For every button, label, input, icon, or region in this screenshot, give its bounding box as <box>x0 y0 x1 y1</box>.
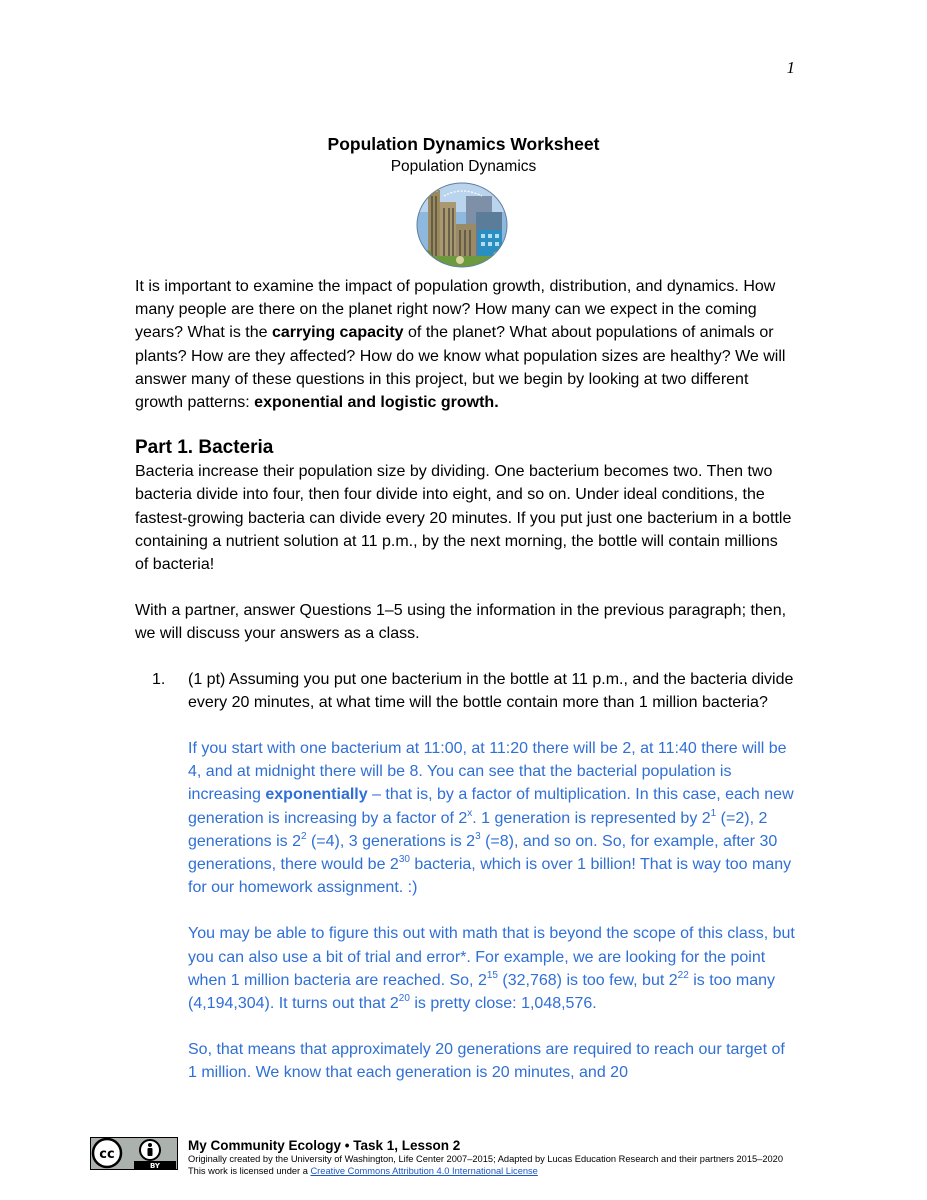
part-1-heading: Part 1. Bacteria <box>135 437 274 459</box>
intro-paragraph: It is important to examine the impact of population growth, distribution, and dynamics. How many people are there on the planet right now? How many can we expect in the coming years? What is the carrying capacity of the planet? What about populations of animals or plants? How are they affected? How do we know what population sizes are healthy? We will answer many of these questions in this project, but we begin by looking at two different growth patterns: exponential and logistic growth. <box>135 278 786 412</box>
bacteria-paragraph: Bacteria increase their population size by dividing. One bacterium becomes two. Then two bacteria divide into four, then four divide into eight, and so on. Under ideal conditions, the fastest-growing bacteria can divide every 20 minutes. If you put just one bacterium in a bottle containing a nutrient solution at 11 p.m., by the next morning, the bottle will contain millions of bacteria! <box>135 463 792 574</box>
badge-by-label: BY <box>149 1162 161 1170</box>
answer-1-paragraph-3: So, that means that approximately 20 generations are required to reach our target of 1 million. We know that each generation is 20 minutes, and 20 <box>188 1041 785 1082</box>
creative-commons-badge <box>90 1137 178 1170</box>
city-logo-image <box>416 182 508 268</box>
instructions-paragraph: With a partner, answer Questions 1–5 using the information in the previous paragraph; then, we will discuss your answers as a class. <box>135 602 787 643</box>
svg-text:cc: cc <box>99 1147 115 1162</box>
footer-license: This work is licensed under a Creative Commons Attribution 4.0 International License <box>188 1165 538 1176</box>
page-number: 1 <box>786 58 795 77</box>
worksheet-body <box>135 275 795 1085</box>
answer-1-paragraph-1: If you start with one bacterium at 11:00, at 11:20 there will be 2, at 11:40 there will be 4, and at midnight there will be 8. You can see that the bacterial population is increasing exponentially – that is, by a factor of multiplication. In this case, each new generation is increasing by a factor of 2$^x$. 1 generation is represented by $2^1$ (=2), 2 generations is $2^2$ (=4), 3 generations is $2^3$ (=8), and so on. So, for example, after 30 generations, there would be $2^{30}$ bacteria, which is over 1 billion! That is way too many for our homework assignment. :) <box>188 740 794 897</box>
attribution-icon <box>140 1140 160 1160</box>
page-title: Population Dynamics Worksheet <box>327 134 600 154</box>
cc-icon <box>93 1139 121 1167</box>
footer-credit: Originally created by the University of Washington, Life Center 2007–2015; Adapted by Lucas Education Research and their partners 2015–2020 <box>188 1154 784 1164</box>
question-1: 1. (1 pt) Assuming you put one bacterium in the bottle at 11 p.m., and the bacteria divide every 20 minutes, at what time will the bottle contain more than 1 million bacteria? <box>135 668 795 714</box>
footer-title: My Community Ecology • Task 1, Lesson 2 <box>188 1138 461 1153</box>
answer-1-paragraph-2: You may be able to figure this out with math that is beyond the scope of this class, but you can also use a bit of trial and error*. For example, we are looking for the point when 1 million bacteria are reached. So, $2^{15}$ (32,768) is too few, but $2^{22}$ is too many (4,194,304). It turns out that $2^{20}$ is pretty close: 1,048,576. <box>188 925 795 1013</box>
question-1-number: 1. <box>152 670 166 688</box>
license-link[interactable]: Creative Commons Attribution 4.0 International License <box>310 1165 538 1176</box>
footer <box>188 1137 828 1177</box>
page-subtitle: Population Dynamics <box>390 158 537 175</box>
